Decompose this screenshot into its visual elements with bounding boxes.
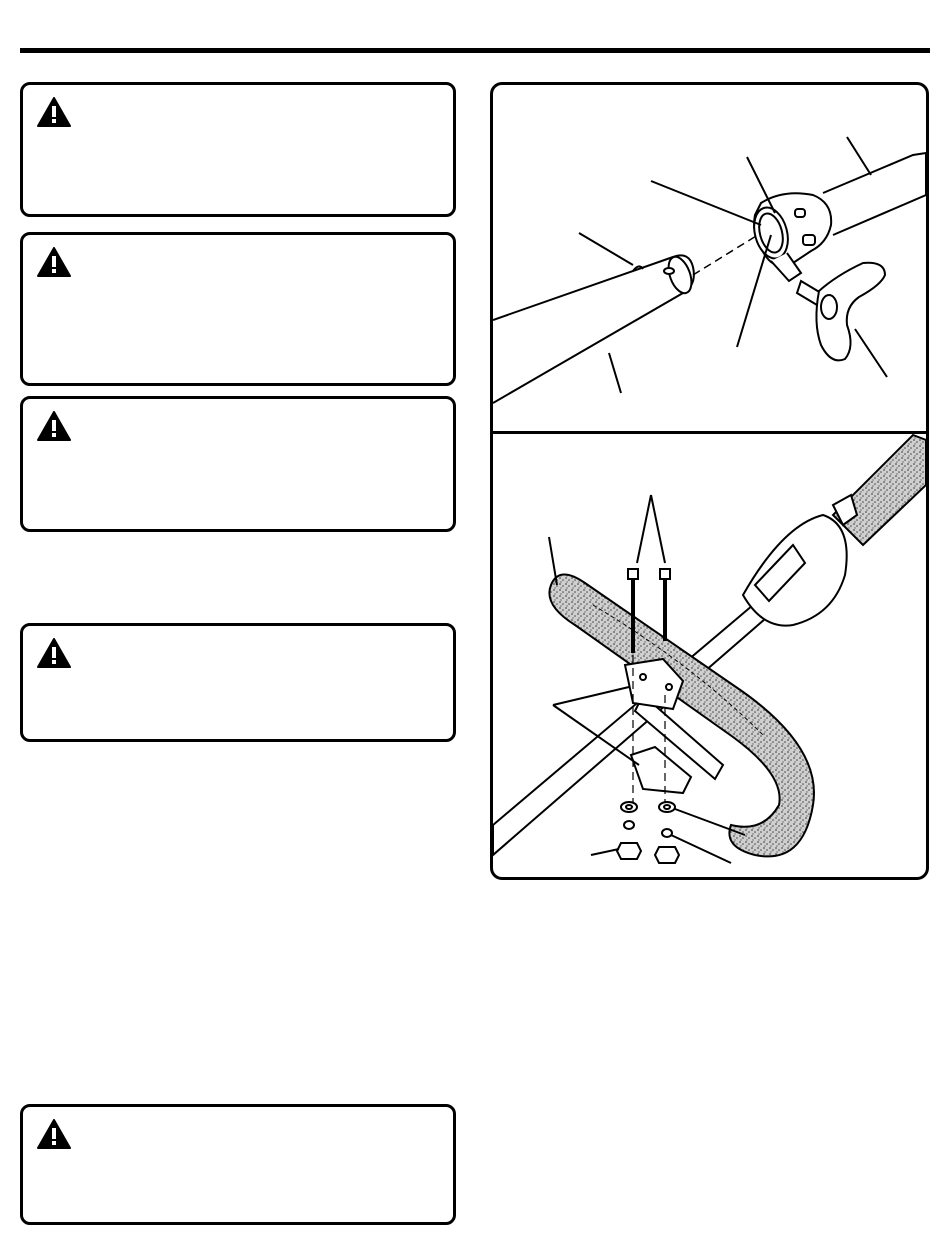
header-rule [20, 48, 930, 53]
warning-box-2 [20, 232, 456, 386]
warning-triangle-icon [37, 411, 71, 441]
warning-triangle-icon [37, 1119, 71, 1149]
warning-triangle-icon [37, 247, 71, 277]
assembly-illustration [493, 85, 926, 877]
warning-triangle-icon [37, 97, 71, 127]
warning-triangle-icon [37, 638, 71, 668]
warning-box-4 [20, 623, 456, 742]
warning-box-1 [20, 82, 456, 217]
handle-mount-illustration [493, 435, 926, 863]
shaft-coupler-illustration [493, 137, 926, 403]
assembly-figure [490, 82, 929, 880]
warning-box-3 [20, 396, 456, 532]
warning-box-5 [20, 1104, 456, 1225]
